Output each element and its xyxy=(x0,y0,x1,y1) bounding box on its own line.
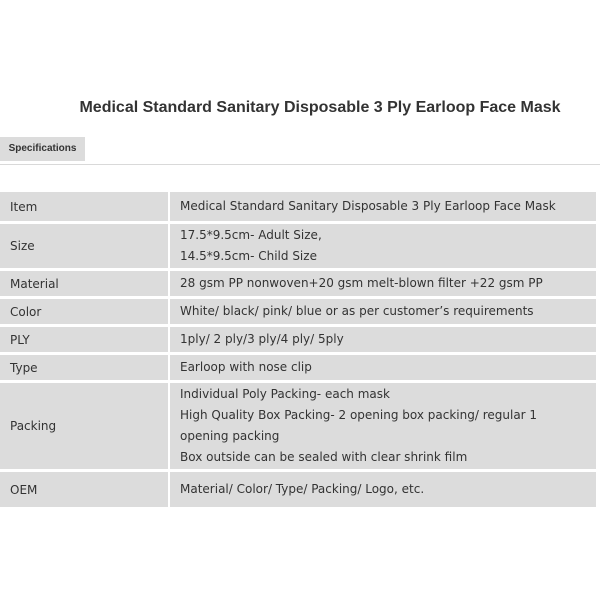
spec-value xyxy=(170,472,596,507)
spec-value-line: Material/ Color/ Type/ Packing/ Logo, etc. xyxy=(180,482,425,496)
spec-value-line: 28 gsm PP nonwoven+20 gsm melt-blown filter +22 gsm PP xyxy=(180,276,543,290)
spec-row-color xyxy=(0,299,596,324)
spec-row-size xyxy=(0,224,596,268)
spec-label: Type xyxy=(0,355,168,380)
spec-value-line: High Quality Box Packing- 2 opening box packing/ regular 1 xyxy=(180,408,538,422)
spec-row-oem xyxy=(0,472,596,507)
spec-value-line: opening packing xyxy=(180,429,280,443)
spec-row-item xyxy=(0,192,596,221)
spec-value-line: 14.5*9.5cm- Child Size xyxy=(180,249,317,263)
spec-value-line: Box outside can be sealed with clear shrink film xyxy=(180,450,468,464)
spec-label: OEM xyxy=(0,472,168,507)
spec-label: Color xyxy=(0,299,168,324)
tab-specifications[interactable]: Specifications xyxy=(0,137,85,161)
spec-label: Packing xyxy=(0,383,168,469)
spec-value-line: Medical Standard Sanitary Disposable 3 Ply Earloop Face Mask xyxy=(180,199,556,213)
tab-bar xyxy=(0,137,600,165)
spec-value-line: Earloop with nose clip xyxy=(180,360,312,374)
spec-value-line: 1ply/ 2 ply/3 ply/4 ply/ 5ply xyxy=(180,332,344,346)
spec-row-material xyxy=(0,271,596,296)
spec-value xyxy=(170,271,596,296)
spec-label: Item xyxy=(0,192,168,221)
spec-row-type xyxy=(0,355,596,380)
spec-value xyxy=(170,192,596,221)
spec-value xyxy=(170,299,596,324)
spec-label: PLY xyxy=(0,327,168,352)
spec-row-ply xyxy=(0,327,596,352)
spec-label: Size xyxy=(0,224,168,268)
spec-value-line: Individual Poly Packing- each mask xyxy=(180,387,390,401)
spec-value xyxy=(170,224,596,268)
specifications-table xyxy=(0,189,598,510)
spec-label: Material xyxy=(0,271,168,296)
spec-row-packing xyxy=(0,383,596,469)
spec-value xyxy=(170,355,596,380)
spec-value-line: White/ black/ pink/ blue or as per customer’s requirements xyxy=(180,304,534,318)
spec-value xyxy=(170,383,596,469)
spec-value xyxy=(170,327,596,352)
spec-value-line: 17.5*9.5cm- Adult Size, xyxy=(180,228,322,242)
page-title: Medical Standard Sanitary Disposable 3 Ply Earloop Face Mask xyxy=(79,99,561,116)
